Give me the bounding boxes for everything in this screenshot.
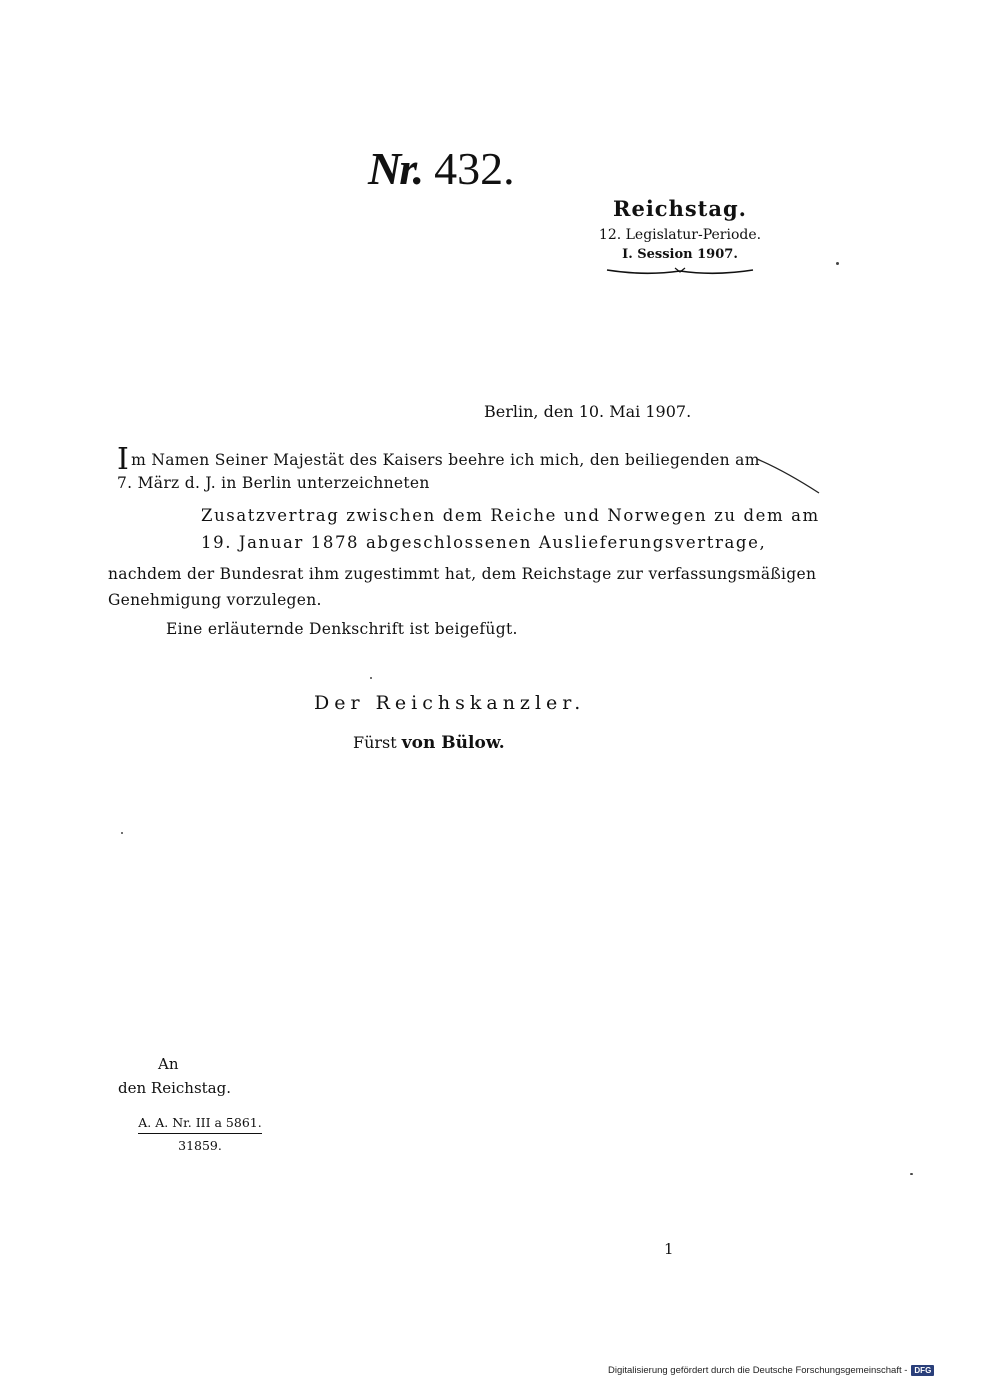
institution-title: Reichstag. (613, 196, 747, 221)
signature-rank: Fürst (353, 733, 397, 752)
addressee (118, 1055, 231, 1097)
reference-block (138, 1115, 262, 1153)
chancellor-title: Der Reichskanzler. (314, 692, 586, 714)
number-prefix: Nr. (368, 143, 423, 194)
body-line (117, 442, 760, 477)
date-line: Berlin, den 10. Mai 1907. (484, 402, 692, 421)
legislative-period: 12. Legislatur-Periode. (598, 227, 762, 243)
registry-number: 31859. (178, 1138, 222, 1153)
pen-mark (755, 453, 825, 498)
body-line: Genehmigung vorzulegen. (108, 591, 322, 609)
body-line: 7. März d. J. in Berlin unterzeichneten (117, 474, 430, 492)
session-header (580, 196, 780, 278)
treaty-title-line: 19. Januar 1878 abgeschlossenen Auslieferungsvertrage, (201, 533, 767, 552)
document-number (368, 142, 515, 195)
footer-text: Digitalisierung gefördert durch die Deutsche Forschungsgemeinschaft - (608, 1365, 908, 1376)
scan-speck (121, 832, 123, 834)
dfg-logo: DFG (911, 1365, 934, 1376)
digitization-footer (608, 1365, 934, 1376)
addressee-line: den Reichstag. (118, 1079, 231, 1097)
addressee-line: An (158, 1055, 179, 1073)
body-line: Eine erläuternde Denkschrift ist beigefügt. (166, 620, 518, 638)
reference-number: A. A. Nr. III a 5861. (138, 1115, 262, 1134)
number-value: 432. (434, 143, 515, 194)
page-number: 1 (664, 1240, 674, 1258)
session-label: I. Session 1907. (622, 247, 738, 262)
treaty-title-line: Zusatzvertrag zwischen dem Reiche und Norwegen zu dem am (201, 506, 820, 525)
initial-letter: I (117, 442, 130, 477)
body-line: nachdem der Bundesrat ihm zugestimmt hat, dem Reichstage zur verfassungsmäßigen (108, 565, 817, 583)
body-text: m Namen Seiner Majestät des Kaisers beehre ich mich, den beiliegenden am (131, 451, 760, 469)
signature (353, 733, 505, 753)
ornamental-rule (605, 264, 755, 278)
signature-name: von Bülow. (401, 733, 505, 753)
scan-speck (836, 262, 839, 265)
scan-speck (370, 677, 372, 679)
scan-speck (910, 1173, 913, 1175)
